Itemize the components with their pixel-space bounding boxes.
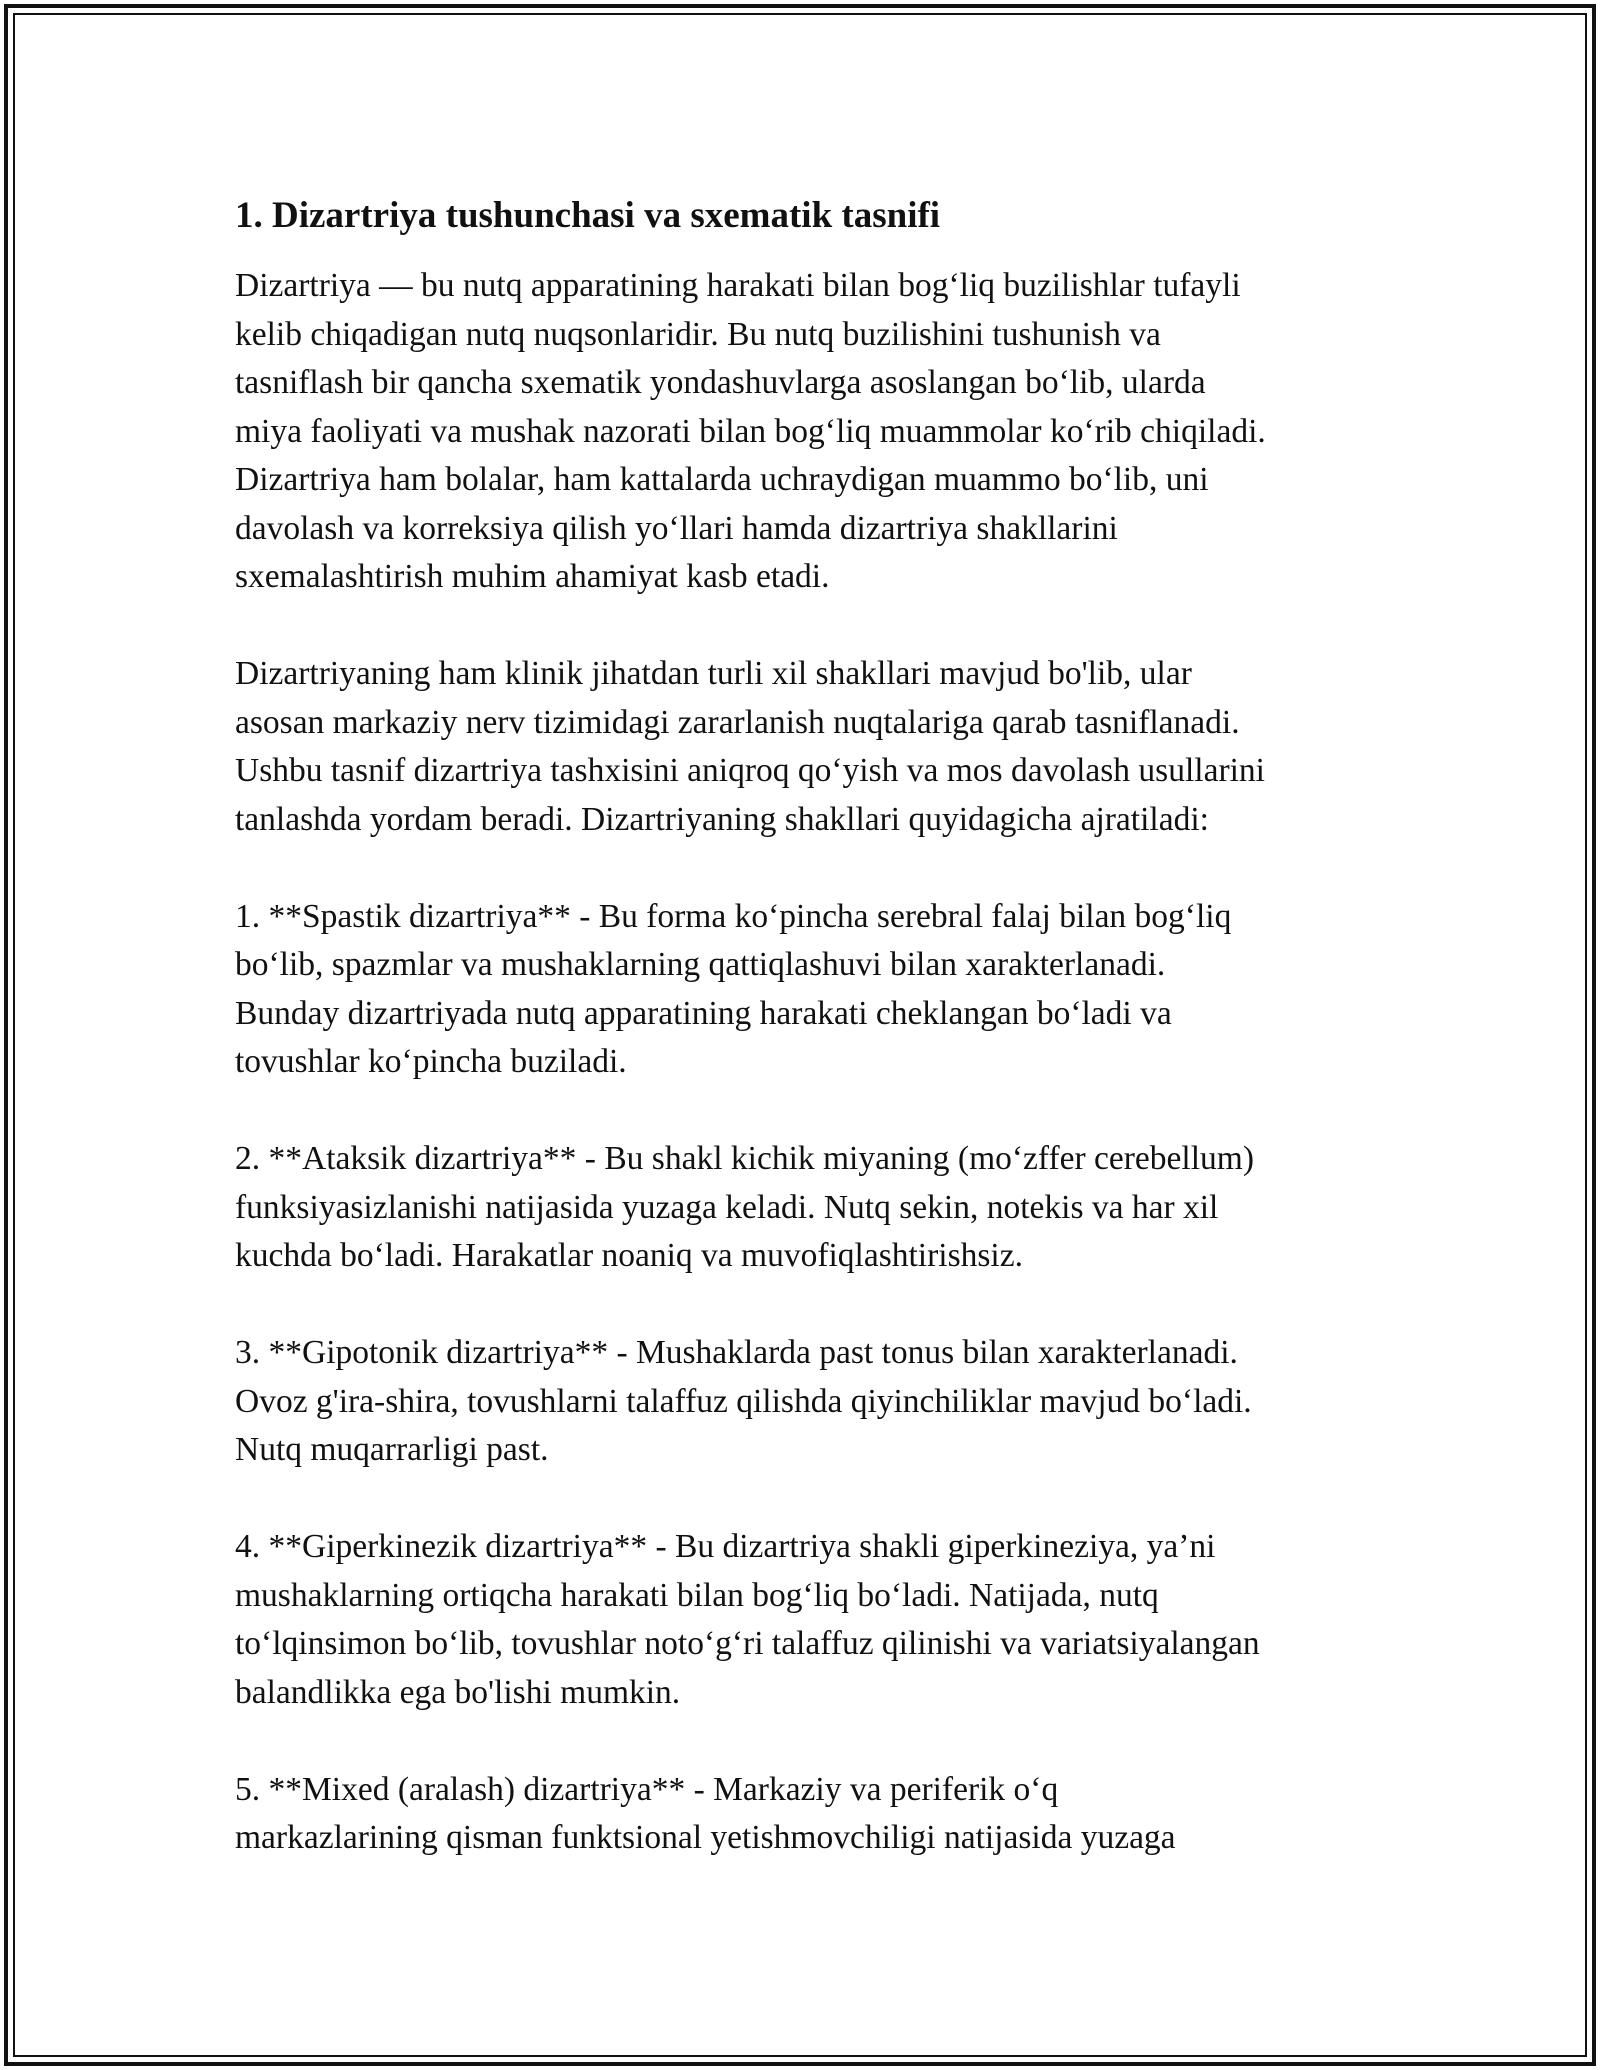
list-item-hypotonic [235, 1329, 1370, 1475]
text-line: funksiyasizlanishi natijasida yuzaga keladi. Nutq sekin, notekis va har xil [235, 1188, 1219, 1226]
text-line: to‘lqinsimon bo‘lib, tovushlar noto‘g‘ri talaffuz qilinishi va variatsiyalangan [235, 1625, 1260, 1662]
list-item-ataxic [235, 1135, 1370, 1281]
paragraph-classification-intro [235, 650, 1370, 844]
text-line: 3. **Gipotonik dizartriya** - Mushaklarda past tonus bilan xarakterlanadi. [235, 1334, 1238, 1371]
text-line: 1. **Spastik dizartriya** - Bu forma ko‘pincha serebral falaj bilan bog‘liq [235, 897, 1232, 935]
text-line: sxemalashtirish muhim ahamiyat kasb etadi. [235, 558, 830, 595]
text-line: kelib chiqadigan nutq nuqsonlaridir. Bu nutq buzilishini tushunish va [235, 315, 1161, 353]
text-line: markazlarining qisman funktsional yetishmovchiligi natijasida yuzaga [235, 1819, 1176, 1856]
text-line: Bunday dizartriyada nutq apparatining harakati cheklangan bo‘ladi va [235, 994, 1172, 1032]
text-line: davolash va korreksiya qilish yo‘llari hamda dizartriya shakllarini [235, 509, 1118, 547]
text-line: 5. **Mixed (aralash) dizartriya** - Markaziy va periferik o‘q [235, 1770, 1059, 1808]
paragraph-definition [235, 262, 1370, 602]
text-line: Dizartriyaning ham klinik jihatdan turli xil shakllari mavjud bo'lib, ular [235, 655, 1192, 692]
text-line: tasniflash bir qancha sxematik yondashuvlarga asoslangan bo‘lib, ularda [235, 364, 1206, 401]
text-line: 2. **Ataksik dizartriya** - Bu shakl kichik miyaning (mo‘zffer cerebellum) [235, 1140, 1254, 1177]
document-body [235, 190, 1370, 1863]
section-heading: 1. Dizartriya tushunchasi va sxematik tasnifi [235, 195, 941, 236]
text-line: 4. **Giperkinezik dizartriya** - Bu dizartriya shakli giperkineziya, ya’ni [235, 1528, 1216, 1565]
text-line: miya faoliyati va mushak nazorati bilan bog‘liq muammolar ko‘rib chiqiladi. [235, 412, 1266, 450]
text-line: tovushlar ko‘pincha buziladi. [235, 1043, 627, 1080]
text-line: Ovoz g'ira-shira, tovushlarni talaffuz qilishda qiyinchiliklar mavjud bo‘ladi. [235, 1382, 1252, 1420]
list-item-spastic [235, 893, 1370, 1087]
text-line: kuchda bo‘ladi. Harakatlar noaniq va muvofiqlashtirishsiz. [235, 1237, 1023, 1274]
list-item-hyperkinetic [235, 1523, 1370, 1717]
text-line: Dizartriya ham bolalar, ham kattalarda uchraydigan muammo bo‘lib, uni [235, 461, 1209, 498]
list-item-mixed [235, 1766, 1370, 1863]
text-line: balandlikka ega bo'lishi mumkin. [235, 1673, 681, 1711]
text-line: tanlashda yordam beradi. Dizartriyaning shakllari quyidagicha ajratiladi: [235, 800, 1209, 838]
text-line: Ushbu tasnif dizartriya tashxisini aniqroq qo‘yish va mos davolash usullarini [235, 752, 1265, 789]
text-line: Nutq muqarrarligi past. [235, 1431, 549, 1468]
text-line: Dizartriya — bu nutq apparatining harakati bilan bog‘liq buzilishlar tufayli [235, 267, 1241, 304]
text-line: asosan markaziy nerv tizimidagi zararlanish nuqtalariga qarab tasniflanadi. [235, 703, 1240, 741]
text-line: bo‘lib, spazmlar va mushaklarning qattiqlashuvi bilan xarakterlanadi. [235, 946, 1166, 983]
text-line: mushaklarning ortiqcha harakati bilan bog‘liq bo‘ladi. Natijada, nutq [235, 1576, 1159, 1614]
